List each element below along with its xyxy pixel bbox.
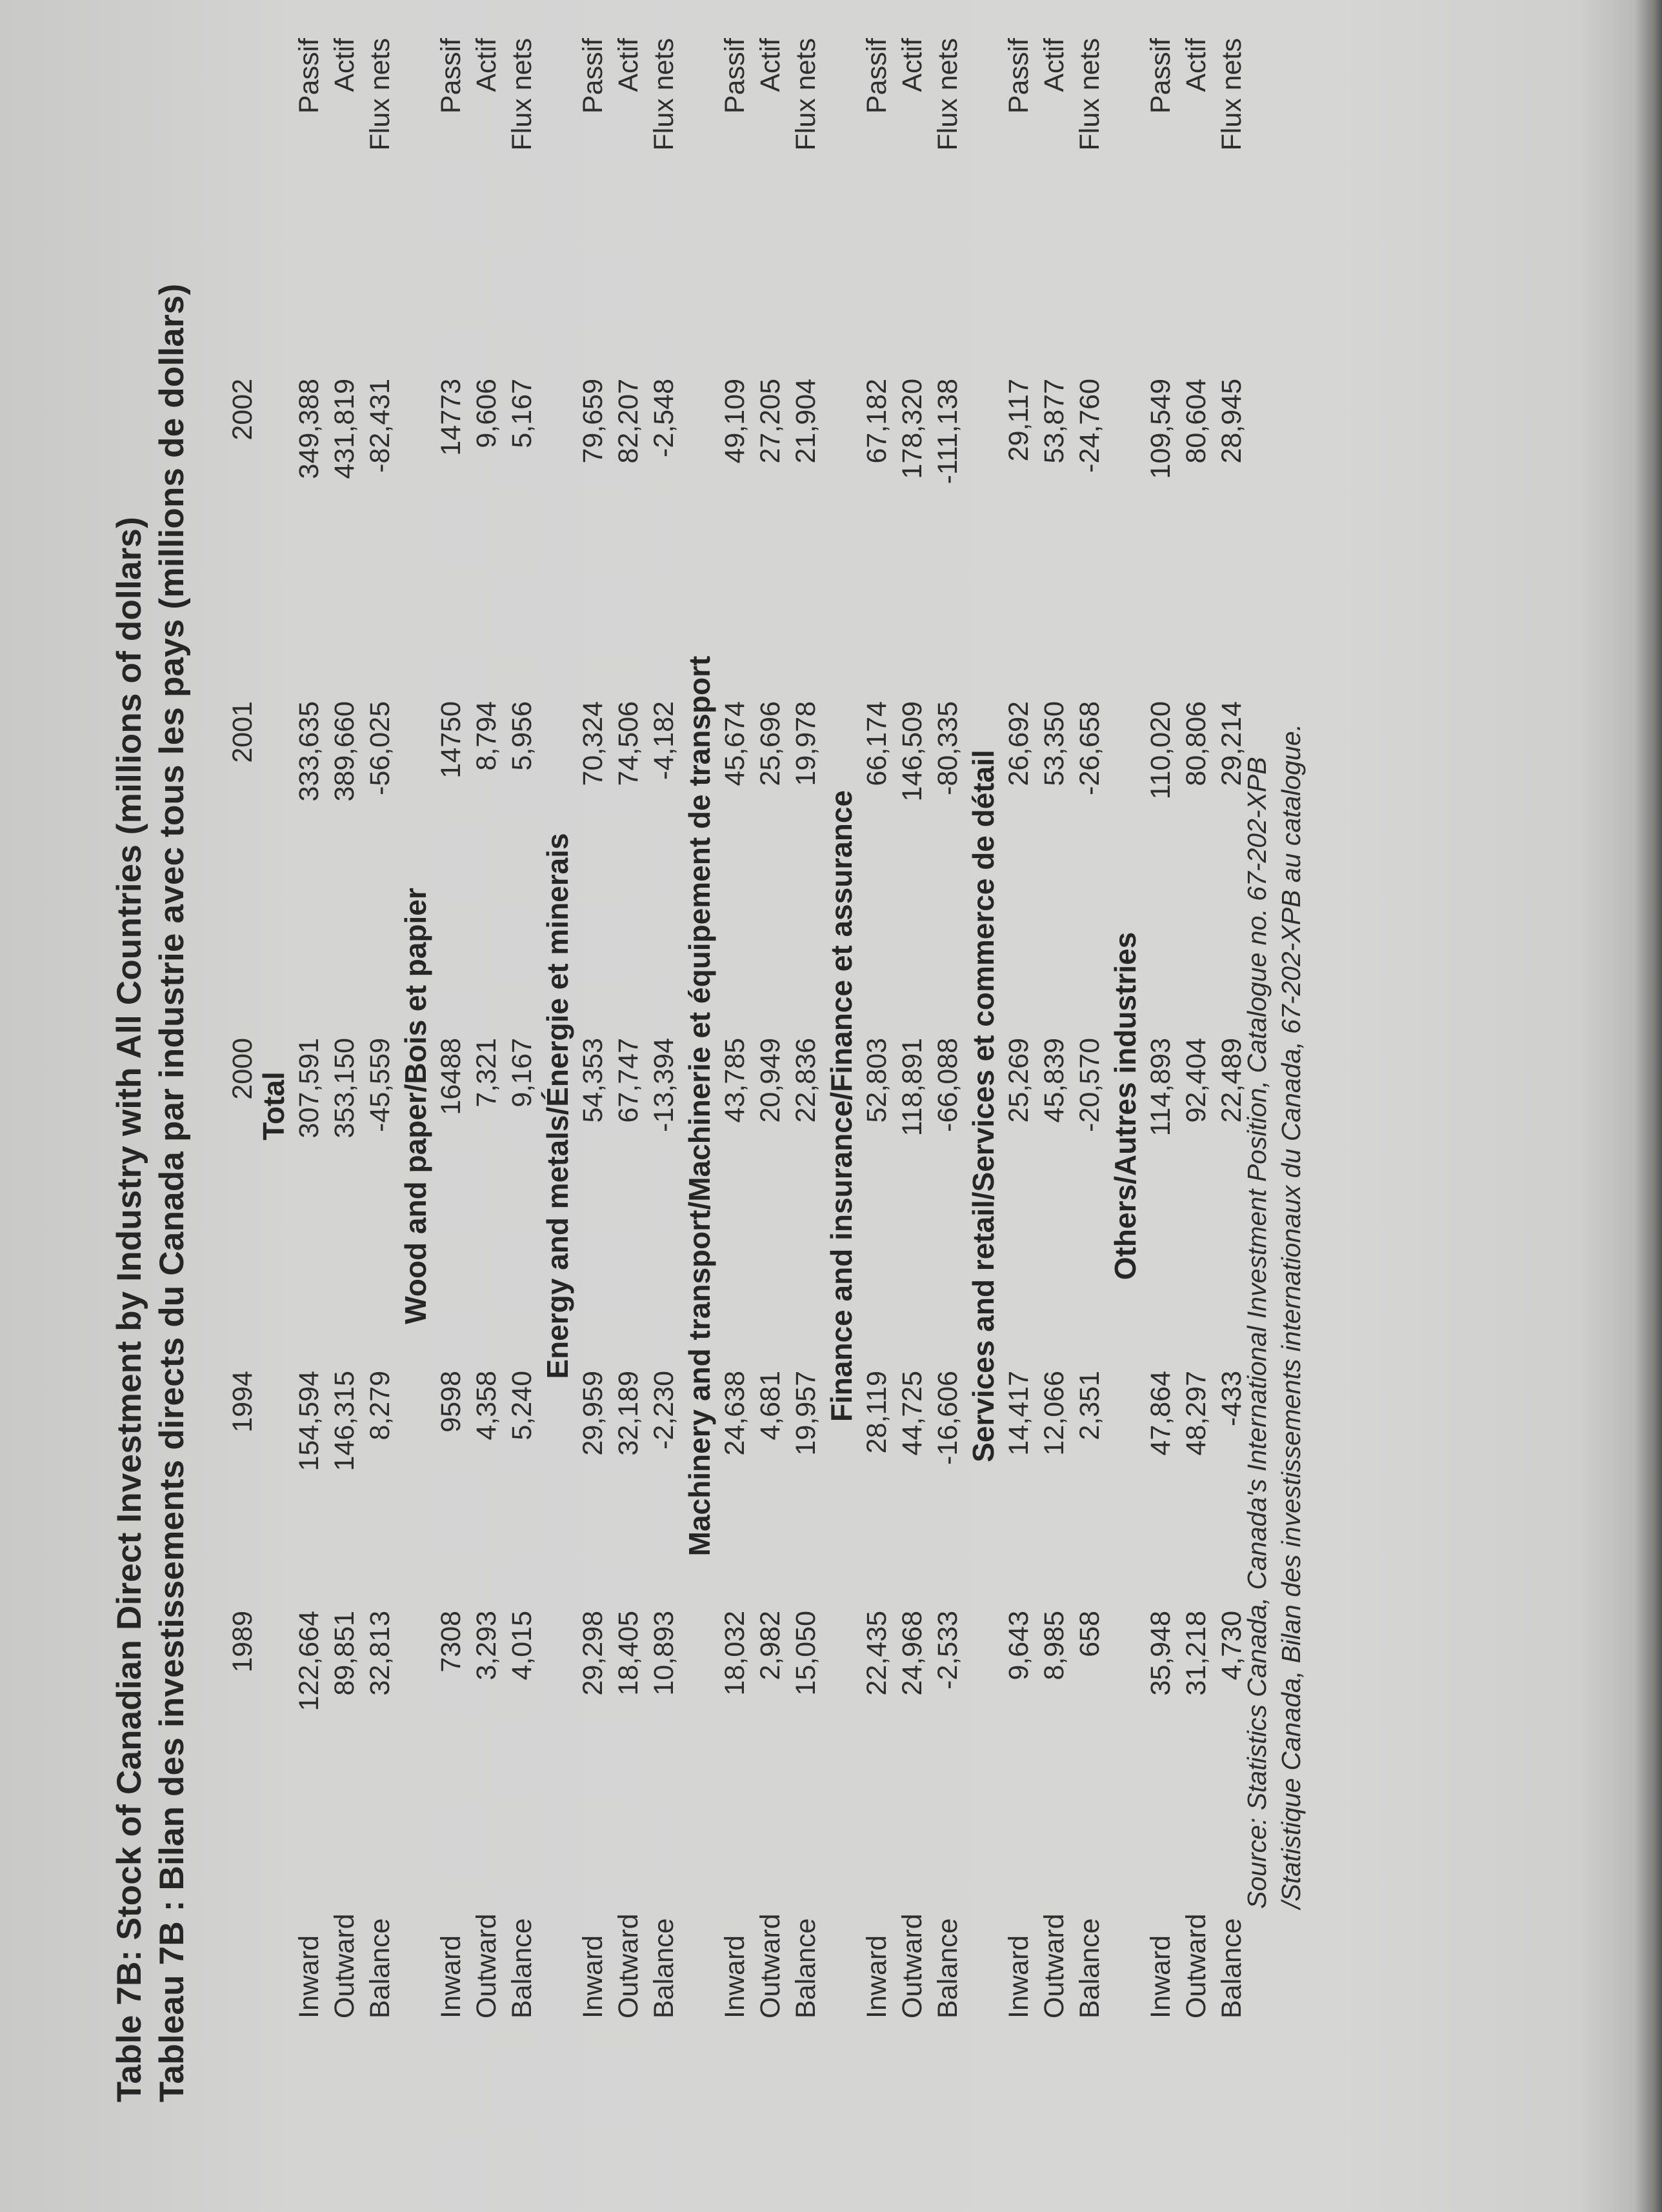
row-label-french: Passif bbox=[719, 38, 750, 114]
table-cell-2000: 52,803 bbox=[861, 1038, 892, 1123]
row-label-english: Inward bbox=[1003, 1935, 1034, 2018]
row-label-english: Balance bbox=[506, 1918, 537, 2018]
table-cell-2001: 389,660 bbox=[329, 701, 360, 802]
row-label-english: Balance bbox=[790, 1918, 821, 2018]
row-label-english: Outward bbox=[613, 1913, 644, 2018]
table-cell-2001: 53,350 bbox=[1039, 701, 1070, 786]
section-heading: Finance and insurance/Finance et assurance bbox=[825, 790, 858, 1422]
table-cell-2002: 28,945 bbox=[1216, 379, 1247, 464]
table-cell-2000: 114,893 bbox=[1145, 1038, 1176, 1137]
row-label-french: Flux nets bbox=[932, 38, 963, 151]
table-cell-1994: 29,959 bbox=[577, 1371, 608, 1456]
table-cell-2000: 16488 bbox=[436, 1038, 466, 1115]
row-label-english: Balance bbox=[648, 1918, 679, 2018]
table-cell-2001: 66,174 bbox=[861, 701, 892, 786]
table-cell-1994: -2,230 bbox=[648, 1371, 679, 1450]
row-label-english: Inward bbox=[861, 1935, 892, 2018]
table-cell-1989: 7308 bbox=[436, 1611, 466, 1673]
row-label-french: Passif bbox=[436, 38, 466, 114]
section-heading: Others/Autres industries bbox=[1108, 932, 1142, 1280]
row-label-english: Balance bbox=[365, 1918, 395, 2018]
table-cell-1994: 19,957 bbox=[790, 1371, 821, 1456]
table-cell-1994: 146,315 bbox=[329, 1371, 360, 1471]
row-label-french: Flux nets bbox=[365, 38, 395, 151]
row-label-english: Outward bbox=[1181, 1913, 1212, 2018]
row-label-english: Inward bbox=[1145, 1935, 1176, 2018]
table-cell-1989: -2,533 bbox=[932, 1611, 963, 1689]
table-cell-1989: 9,643 bbox=[1003, 1611, 1034, 1680]
table-cell-2002: 21,904 bbox=[790, 379, 821, 464]
table-cell-1994: 14,417 bbox=[1003, 1371, 1034, 1456]
table-cell-2002: 79,659 bbox=[577, 379, 608, 464]
table-cell-1989: 35,948 bbox=[1145, 1611, 1176, 1696]
table-cell-2000: -20,570 bbox=[1074, 1038, 1105, 1132]
row-label-english: Outward bbox=[755, 1913, 786, 2018]
row-label-english: Inward bbox=[294, 1935, 325, 2018]
year-header-2001: 2001 bbox=[227, 701, 258, 763]
table-cell-2002: -2,548 bbox=[648, 379, 679, 457]
row-label-french: Passif bbox=[1003, 38, 1034, 114]
table-cell-1994: -16,606 bbox=[932, 1371, 963, 1465]
table-cell-1994: -433 bbox=[1216, 1371, 1247, 1427]
table-cell-1994: 8,279 bbox=[365, 1371, 395, 1440]
section-heading: Wood and paper/Bois et papier bbox=[399, 888, 432, 1324]
section-heading: Services and retail/Services et commerce de détail bbox=[966, 750, 1000, 1462]
table-cell-2000: 43,785 bbox=[719, 1038, 750, 1123]
table-cell-2001: 14750 bbox=[436, 701, 466, 779]
table-cell-1989: 32,813 bbox=[365, 1611, 395, 1696]
table-cell-2000: 20,949 bbox=[755, 1038, 786, 1123]
year-header-2002: 2002 bbox=[227, 379, 258, 441]
table-cell-2000: 307,591 bbox=[294, 1038, 325, 1139]
table-cell-1989: 658 bbox=[1074, 1611, 1105, 1657]
table-cell-2002: 29,117 bbox=[1003, 379, 1034, 462]
table-cell-1994: 2,351 bbox=[1074, 1371, 1105, 1440]
table-cell-1989: 89,851 bbox=[329, 1611, 360, 1696]
table-cell-2000: 118,891 bbox=[897, 1038, 928, 1137]
table-cell-1994: 48,297 bbox=[1181, 1371, 1212, 1456]
row-label-english: Balance bbox=[1216, 1918, 1247, 2018]
row-label-french: Actif bbox=[1039, 38, 1070, 92]
table-cell-1994: 44,725 bbox=[897, 1371, 928, 1456]
table-cell-2000: 7,321 bbox=[471, 1038, 502, 1108]
table-cell-1994: 154,594 bbox=[294, 1371, 325, 1471]
table-cell-1989: 4,015 bbox=[506, 1611, 537, 1680]
table-cell-1989: 3,293 bbox=[471, 1611, 502, 1680]
table-cell-2001: 80,806 bbox=[1181, 701, 1212, 786]
table-cell-2002: 82,207 bbox=[613, 379, 644, 464]
row-label-english: Inward bbox=[577, 1935, 608, 2018]
row-label-french: Actif bbox=[613, 38, 644, 92]
table-cell-2002: 67,182 bbox=[861, 379, 892, 464]
source-note-english: Source: Statistics Canada, Canada's International Investment Position, Catalogue no. 67-202-XPB bbox=[1242, 757, 1272, 1909]
table-cell-1994: 4,681 bbox=[755, 1371, 786, 1440]
table-cell-2002: 178,320 bbox=[897, 379, 928, 479]
table-cell-1994: 24,638 bbox=[719, 1371, 750, 1456]
row-label-french: Flux nets bbox=[790, 38, 821, 151]
table-cell-2002: 109,549 bbox=[1145, 379, 1176, 479]
row-label-english: Inward bbox=[436, 1935, 466, 2018]
table-cell-2000: 353,150 bbox=[329, 1038, 360, 1139]
row-label-french: Flux nets bbox=[1216, 38, 1247, 151]
table-cell-1989: 24,968 bbox=[897, 1611, 928, 1696]
section-heading: Total bbox=[257, 1071, 290, 1141]
table-cell-2000: 92,404 bbox=[1181, 1038, 1212, 1123]
table-cell-2000: -13,394 bbox=[648, 1038, 679, 1132]
table-cell-1989: 4,730 bbox=[1216, 1611, 1247, 1680]
row-label-french: Actif bbox=[1181, 38, 1212, 92]
section-heading: Machinery and transport/Machinerie et équipement de transport bbox=[683, 655, 716, 1557]
table-cell-2001: 25,696 bbox=[755, 701, 786, 786]
row-label-english: Outward bbox=[897, 1913, 928, 2018]
year-header-1994: 1994 bbox=[227, 1371, 258, 1433]
table-cell-2001: 26,692 bbox=[1003, 701, 1034, 786]
table-cell-1994: 32,189 bbox=[613, 1371, 644, 1456]
table-cell-2001: 70,324 bbox=[577, 701, 608, 786]
table-cell-2000: 9,167 bbox=[506, 1038, 537, 1108]
table-cell-2000: 22,489 bbox=[1216, 1038, 1247, 1123]
table-cell-1989: 10,893 bbox=[648, 1611, 679, 1696]
row-label-french: Actif bbox=[329, 38, 360, 92]
table-cell-2001: 5,956 bbox=[506, 701, 537, 771]
table-cell-2002: 5,167 bbox=[506, 379, 537, 448]
row-label-french: Flux nets bbox=[1074, 38, 1105, 151]
table-cell-2000: 67,747 bbox=[613, 1038, 644, 1123]
table-title-english: Table 7B: Stock of Canadian Direct Investment by Industry with All Countries (millions of dollars) bbox=[110, 517, 148, 2102]
table-cell-2002: 53,877 bbox=[1039, 379, 1070, 464]
row-label-french: Flux nets bbox=[506, 38, 537, 151]
table-cell-2001: 8,794 bbox=[471, 701, 502, 771]
source-note-french: /Statistique Canada, Bilan des investissements internationaux du Canada, 67-202-XPB au catalogue. bbox=[1276, 723, 1306, 1909]
table-cell-2002: -111,138 bbox=[932, 379, 963, 484]
row-label-english: Inward bbox=[719, 1935, 750, 2018]
table-cell-2001: 19,978 bbox=[790, 701, 821, 786]
table-cell-1989: 122,664 bbox=[294, 1611, 325, 1711]
table-cell-2001: 29,214 bbox=[1216, 701, 1247, 786]
table-cell-2002: 80,604 bbox=[1181, 379, 1212, 464]
table-cell-2001: -56,025 bbox=[365, 701, 395, 795]
table-cell-2002: -24,760 bbox=[1074, 379, 1105, 473]
table-title-french: Tableau 7B : Bilan des investissements directs du Canada par industrie avec tous les pays (millions de dollars) bbox=[153, 283, 191, 2102]
table-cell-2001: -4,182 bbox=[648, 701, 679, 780]
year-header-2000: 2000 bbox=[227, 1038, 258, 1100]
row-label-english: Outward bbox=[329, 1913, 360, 2018]
row-label-french: Actif bbox=[471, 38, 502, 92]
row-label-english: Balance bbox=[932, 1918, 963, 2018]
table-cell-2000: 54,353 bbox=[577, 1038, 608, 1123]
table-cell-2000: -45,559 bbox=[365, 1038, 395, 1132]
row-label-french: Flux nets bbox=[648, 38, 679, 151]
table-cell-1989: 18,032 bbox=[719, 1611, 750, 1696]
table-cell-1989: 29,298 bbox=[577, 1611, 608, 1696]
row-label-english: Outward bbox=[1039, 1913, 1070, 2018]
row-label-french: Passif bbox=[294, 38, 325, 114]
row-label-english: Outward bbox=[471, 1913, 502, 2018]
table-cell-1989: 31,218 bbox=[1181, 1611, 1212, 1696]
table-cell-1994: 5,240 bbox=[506, 1371, 537, 1440]
table-cell-1994: 12,066 bbox=[1039, 1371, 1070, 1456]
table-cell-2000: 22,836 bbox=[790, 1038, 821, 1123]
table-cell-1989: 22,435 bbox=[861, 1611, 892, 1696]
table-cell-2001: 110,020 bbox=[1145, 701, 1176, 800]
table-cell-1989: 18,405 bbox=[613, 1611, 644, 1696]
table-cell-2002: 431,819 bbox=[329, 379, 360, 479]
table-cell-2001: 74,506 bbox=[613, 701, 644, 786]
table-cell-2001: -26,658 bbox=[1074, 701, 1105, 795]
table-cell-1994: 47,864 bbox=[1145, 1371, 1176, 1456]
table-cell-2002: 9,606 bbox=[471, 379, 502, 448]
table-cell-2002: 14773 bbox=[436, 379, 466, 456]
table-cell-1994: 9598 bbox=[436, 1371, 466, 1433]
table-cell-2000: 45,839 bbox=[1039, 1038, 1070, 1123]
table-cell-1989: 8,985 bbox=[1039, 1611, 1070, 1680]
table-cell-2002: 27,205 bbox=[755, 379, 786, 464]
row-label-french: Actif bbox=[897, 38, 928, 92]
row-label-french: Actif bbox=[755, 38, 786, 92]
row-label-french: Passif bbox=[577, 38, 608, 114]
row-label-english: Balance bbox=[1074, 1918, 1105, 2018]
table-cell-1994: 28,119 bbox=[861, 1371, 892, 1454]
table-cell-2001: -80,335 bbox=[932, 701, 963, 795]
year-header-1989: 1989 bbox=[227, 1611, 258, 1673]
table-cell-2000: 25,269 bbox=[1003, 1038, 1034, 1123]
table-cell-1989: 15,050 bbox=[790, 1611, 821, 1696]
table-cell-1994: 4,358 bbox=[471, 1371, 502, 1440]
table-cell-2001: 333,635 bbox=[294, 701, 325, 802]
table-cell-2002: 349,388 bbox=[294, 379, 325, 479]
table-cell-2001: 45,674 bbox=[719, 701, 750, 786]
table-cell-1989: 2,982 bbox=[755, 1611, 786, 1680]
row-label-french: Passif bbox=[861, 38, 892, 114]
section-heading: Energy and metals/Énergie et minerais bbox=[541, 833, 574, 1379]
table-cell-2002: -82,431 bbox=[365, 379, 395, 473]
table-cell-2001: 146,509 bbox=[897, 701, 928, 802]
table-cell-2002: 49,109 bbox=[719, 379, 750, 464]
table-cell-2000: -66,088 bbox=[932, 1038, 963, 1132]
row-label-french: Passif bbox=[1145, 38, 1176, 114]
